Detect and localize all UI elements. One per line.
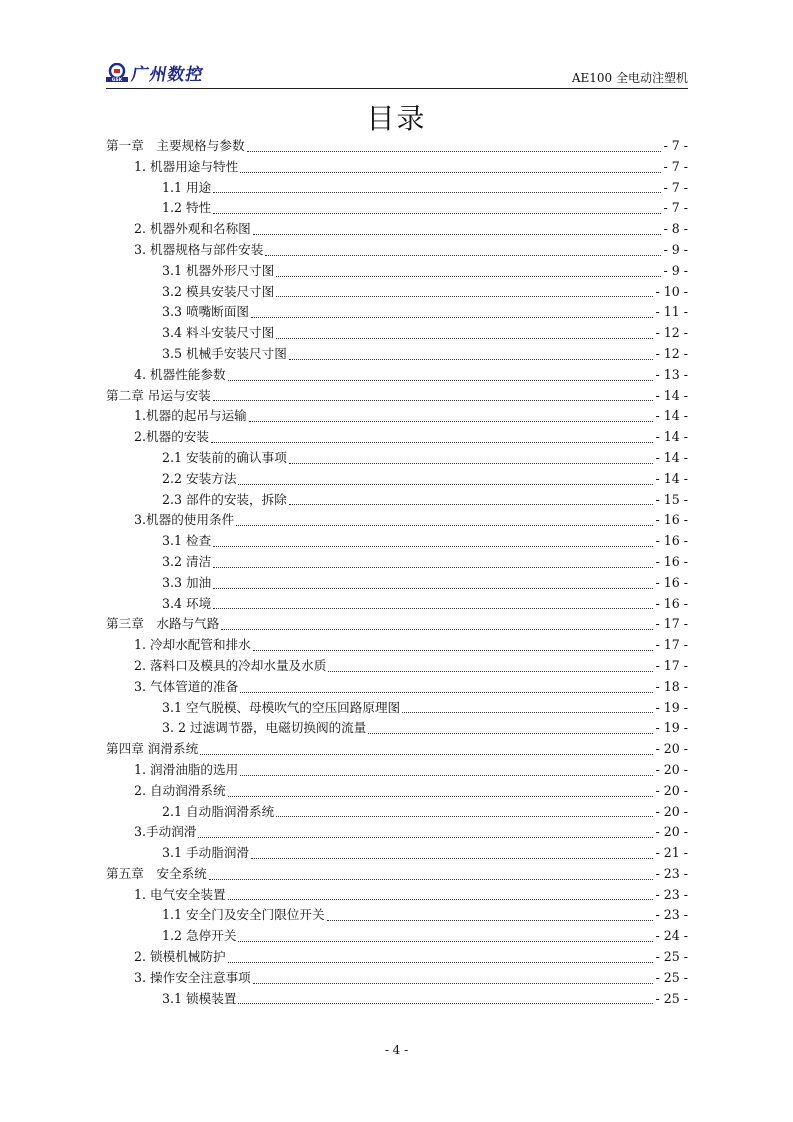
toc-entry[interactable] xyxy=(106,178,688,199)
toc-dot-leader xyxy=(251,857,653,859)
toc-entry-title: 2.1 自动脂润滑系统 xyxy=(162,803,275,819)
toc-entry-title: 3. 机器规格与部件安装 xyxy=(134,241,264,257)
toc-entry[interactable] xyxy=(106,344,688,365)
toc-entry[interactable] xyxy=(106,739,688,760)
toc-entry-page: - 14 - xyxy=(655,408,688,424)
toc-entry[interactable] xyxy=(106,240,688,261)
toc-entry[interactable] xyxy=(106,386,688,407)
toc-entry[interactable] xyxy=(106,531,688,552)
toc-entry-title: 1.1 用途 xyxy=(162,179,212,195)
toc-dot-leader xyxy=(228,961,654,963)
company-logo xyxy=(106,60,204,85)
toc-entry-title: 3.2 模具安装尺寸图 xyxy=(162,283,275,299)
toc-entry[interactable] xyxy=(106,302,688,323)
toc-dot-leader xyxy=(238,1002,653,1004)
toc-dot-leader xyxy=(328,670,653,672)
toc-dot-leader xyxy=(253,233,662,235)
toc-entry-page: - 20 - xyxy=(655,782,688,798)
toc-entry-page: - 9 - xyxy=(663,241,688,257)
toc-entry[interactable] xyxy=(106,157,688,178)
toc-entry-title: 3. 2 过滤调节器，电磁切换阀的流量 xyxy=(162,720,367,736)
toc-entry-page: - 17 - xyxy=(655,657,688,673)
toc-entry-title: 1.2 特性 xyxy=(162,200,212,216)
toc-entry[interactable] xyxy=(106,261,688,282)
toc-entry-page: - 23 - xyxy=(655,907,688,923)
toc-entry-title: 1.2 急停开关 xyxy=(162,928,237,944)
toc-dot-leader xyxy=(209,878,654,880)
toc-dot-leader xyxy=(249,420,654,422)
toc-entry[interactable] xyxy=(106,698,688,719)
toc-entry-title: 2. 落料口及模具的冷却水量及水质 xyxy=(134,657,327,673)
toc-entry-title: 第一章 主要规格与参数 xyxy=(106,138,245,153)
toc-entry-page: - 14 - xyxy=(655,429,688,445)
toc-dot-leader xyxy=(240,171,661,173)
toc-entry-title: 2.3 部件的安装，拆除 xyxy=(162,491,287,507)
toc-entry-page: - 17 - xyxy=(655,616,688,632)
toc-entry-title: 3.2 清洁 xyxy=(162,553,212,569)
toc-dot-leader xyxy=(200,753,653,755)
toc-entry-title: 3.1 机器外形尺寸图 xyxy=(162,262,275,278)
toc-entry-page: - 15 - xyxy=(655,491,688,507)
toc-entry-page: - 23 - xyxy=(655,886,688,902)
toc-dot-leader xyxy=(238,483,653,485)
toc-dot-leader xyxy=(221,628,653,630)
toc-entry[interactable] xyxy=(106,427,688,448)
toc-dot-leader xyxy=(213,566,653,568)
toc-entry-title: 第二章 吊运与安装 xyxy=(106,387,211,403)
toc-entry[interactable] xyxy=(106,968,688,989)
toc-entry-title: 2.1 安装前的确认事项 xyxy=(162,449,287,465)
toc-entry[interactable] xyxy=(106,947,688,968)
toc-entry-page: - 18 - xyxy=(655,678,688,694)
toc-entry-title: 3.1 检查 xyxy=(162,533,212,549)
page-title: 目录 xyxy=(366,102,427,135)
toc-entry[interactable] xyxy=(106,926,688,947)
toc-entry-page: - 9 - xyxy=(663,262,688,278)
toc-entry-title: 1. 冷却水配管和排水 xyxy=(134,637,251,653)
toc-entry-title: 第四章 润滑系统 xyxy=(106,741,199,757)
toc-dot-leader xyxy=(368,732,653,734)
toc-entry-page: - 8 - xyxy=(663,221,688,237)
toc-entry-page: - 20 - xyxy=(655,761,688,777)
toc-entry-page: - 7 - xyxy=(663,179,688,195)
toc-entry[interactable] xyxy=(106,614,688,635)
toc-entry[interactable] xyxy=(106,469,688,490)
toc-entry[interactable] xyxy=(106,905,688,926)
toc-entry-title: 3.3 喷嘴断面图 xyxy=(162,304,250,320)
toc-dot-leader xyxy=(327,919,654,921)
toc-entry[interactable] xyxy=(106,510,688,531)
toc-entry-title: 2. 锁模机械防护 xyxy=(134,949,226,965)
toc-dot-leader xyxy=(240,691,653,693)
toc-entry-title: 第三章 水路与气路 xyxy=(106,616,220,632)
toc-dot-leader xyxy=(289,358,654,360)
toc-entry-page: - 7 - xyxy=(663,138,688,153)
toc-dot-leader xyxy=(253,649,654,651)
toc-entry-page: - 13 - xyxy=(655,366,688,382)
product-name: AE100 全电动注塑机 xyxy=(571,71,688,85)
gsk-logo-icon xyxy=(106,63,128,83)
toc-entry-page: - 11 - xyxy=(655,304,688,320)
svg-text:GSK: GSK xyxy=(111,77,123,83)
toc-dot-leader xyxy=(228,379,654,381)
toc-dot-leader xyxy=(276,815,653,817)
toc-entry-title: 3.机器的使用条件 xyxy=(134,512,235,528)
toc-dot-leader xyxy=(213,191,661,193)
toc-entry-page: - 16 - xyxy=(655,595,688,611)
toc-dot-leader xyxy=(236,524,653,526)
toc-entry-page: - 19 - xyxy=(655,720,688,736)
toc-entry-page: - 25 - xyxy=(655,969,688,985)
toc-dot-leader xyxy=(402,711,653,713)
toc-entry-page: - 14 - xyxy=(655,470,688,486)
toc-entry-title: 3.1 锁模装置 xyxy=(162,990,237,1006)
toc-dot-leader xyxy=(228,795,654,797)
toc-entry[interactable] xyxy=(106,448,688,469)
toc-entry-page: - 25 - xyxy=(655,949,688,965)
toc-entry-title: 2. 机器外观和名称图 xyxy=(134,221,251,237)
toc-dot-leader xyxy=(238,940,653,942)
toc-entry-title: 1. 润滑油脂的选用 xyxy=(134,761,239,777)
toc-entry[interactable] xyxy=(106,989,688,1010)
page-header xyxy=(106,58,688,89)
toc-entry-title: 3.5 机械手安装尺寸图 xyxy=(162,345,287,361)
toc-entry-page: - 17 - xyxy=(655,637,688,653)
toc-entry[interactable] xyxy=(106,677,688,698)
toc-entry-title: 2.2 安装方法 xyxy=(162,470,237,486)
toc-entry-page: - 12 - xyxy=(655,325,688,341)
toc-dot-leader xyxy=(240,774,653,776)
toc-entry[interactable] xyxy=(106,219,688,240)
toc-entry-title: 3. 操作安全注意事项 xyxy=(134,969,251,985)
toc-entry-page: - 21 - xyxy=(655,845,688,861)
toc-entry-title: 2.机器的安装 xyxy=(134,429,209,445)
toc-entry[interactable] xyxy=(106,718,688,739)
page-number: - 4 - xyxy=(384,1043,409,1057)
toc-dot-leader xyxy=(253,982,654,984)
toc-entry[interactable] xyxy=(106,573,688,594)
toc-entry[interactable] xyxy=(106,802,688,823)
toc-entry-title: 2. 自动润滑系统 xyxy=(134,782,226,798)
toc-dot-leader xyxy=(211,441,653,443)
toc-entry-page: - 14 - xyxy=(655,387,688,403)
toc-entry-page: - 12 - xyxy=(655,345,688,361)
toc-entry-page: - 14 - xyxy=(655,449,688,465)
toc-entry[interactable] xyxy=(106,490,688,511)
toc-entry-title: 3.3 加油 xyxy=(162,574,212,590)
toc-dot-leader xyxy=(247,150,662,152)
toc-entry-title: 1.机器的起吊与运输 xyxy=(134,408,247,424)
toc-entry-page: - 20 - xyxy=(655,824,688,840)
toc-dot-leader xyxy=(213,545,653,547)
table-of-contents xyxy=(106,136,688,1009)
toc-entry-page: - 20 - xyxy=(655,803,688,819)
toc-entry-page: - 16 - xyxy=(655,512,688,528)
toc-dot-leader xyxy=(228,898,654,900)
toc-dot-leader xyxy=(276,337,653,339)
toc-entry-page: - 20 - xyxy=(655,741,688,757)
toc-entry-title: 1.1 安全门及安全门限位开关 xyxy=(162,907,325,923)
toc-entry[interactable] xyxy=(106,656,688,677)
toc-entry-title: 1. 电气安全装置 xyxy=(134,886,226,902)
toc-dot-leader xyxy=(265,254,661,256)
toc-entry[interactable] xyxy=(106,781,688,802)
toc-dot-leader xyxy=(276,275,661,277)
toc-dot-leader xyxy=(289,462,654,464)
toc-entry-page: - 25 - xyxy=(655,990,688,1006)
toc-entry-page: - 16 - xyxy=(655,533,688,549)
toc-entry[interactable] xyxy=(106,760,688,781)
toc-entry-title: 3.4 环境 xyxy=(162,595,212,611)
toc-entry-title: 3.手动润滑 xyxy=(134,824,197,840)
toc-entry-title: 第五章 安全系统 xyxy=(106,865,207,881)
toc-dot-leader xyxy=(251,316,653,318)
toc-entry-page: - 16 - xyxy=(655,553,688,569)
toc-entry-title: 3.4 料斗安装尺寸图 xyxy=(162,325,275,341)
toc-entry-title: 3.1 手动脂润滑 xyxy=(162,845,250,861)
logo-text: 广州数控 xyxy=(129,65,206,85)
toc-entry[interactable] xyxy=(106,282,688,303)
toc-dot-leader xyxy=(198,836,653,838)
toc-entry[interactable] xyxy=(106,365,688,386)
toc-entry[interactable] xyxy=(106,406,688,427)
toc-dot-leader xyxy=(213,212,661,214)
toc-entry-page: - 23 - xyxy=(655,865,688,881)
toc-entry-page: - 24 - xyxy=(655,928,688,944)
toc-entry-title: 3.1 空气脱模、母模吹气的空压回路原理图 xyxy=(162,699,401,715)
toc-entry[interactable] xyxy=(106,136,688,157)
toc-entry[interactable] xyxy=(106,198,688,219)
toc-entry-page: - 19 - xyxy=(655,699,688,715)
toc-dot-leader xyxy=(213,607,653,609)
toc-dot-leader xyxy=(213,587,653,589)
toc-entry-page: - 16 - xyxy=(655,574,688,590)
toc-entry-title: 4. 机器性能参数 xyxy=(134,366,226,382)
toc-entry-page: - 10 - xyxy=(655,283,688,299)
toc-entry-title: 1. 机器用途与特性 xyxy=(134,158,239,174)
toc-entry-page: - 7 - xyxy=(663,158,688,174)
toc-dot-leader xyxy=(276,295,653,297)
toc-entry[interactable] xyxy=(106,885,688,906)
toc-entry[interactable] xyxy=(106,843,688,864)
toc-entry[interactable] xyxy=(106,822,688,843)
toc-entry[interactable] xyxy=(106,323,688,344)
toc-entry[interactable] xyxy=(106,594,688,615)
toc-entry-title: 3. 气体管道的准备 xyxy=(134,678,239,694)
toc-dot-leader xyxy=(213,399,654,401)
toc-entry-page: - 7 - xyxy=(663,200,688,216)
toc-entry[interactable] xyxy=(106,635,688,656)
toc-dot-leader xyxy=(289,503,654,505)
toc-entry[interactable] xyxy=(106,864,688,885)
toc-entry[interactable] xyxy=(106,552,688,573)
